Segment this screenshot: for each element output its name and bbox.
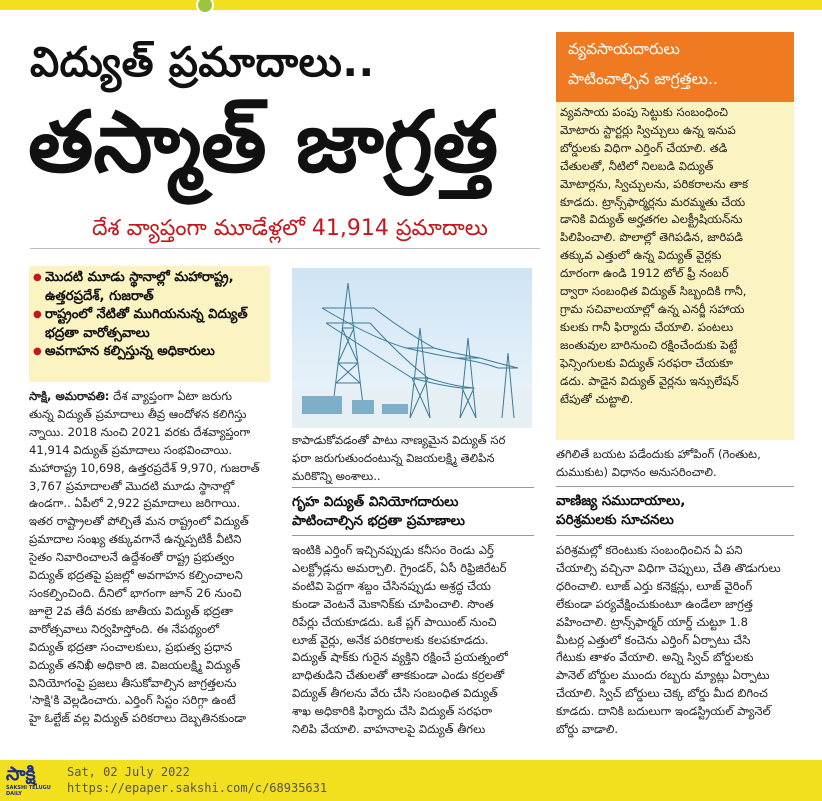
article-line: నిలిపి వేయాలి. వాహనాలపై విద్యుత్ తీగలు	[292, 722, 486, 737]
highlight-item: ● రాష్ట్రంలో నేటితో ముగియనున్న విద్యుత్ భద్రతా వారోత్సవాలు	[33, 306, 266, 343]
highlights-box	[29, 266, 270, 382]
article-line: మరికొన్ని అంశాలు..	[292, 468, 381, 483]
subheadline: దేశ వ్యాప్తంగా మూడేళ్లలో 41,914 ప్రమాదాలు	[92, 216, 488, 241]
article-line: బాధితుడిని చేతులతో తాకకుండా ఎండు కర్రలతో	[292, 668, 505, 683]
article-line: ఫెన్సింగులకు విద్యుత్ సరఫరా చేయకూ	[560, 355, 734, 370]
article-line: లేకుండా పర్యవేక్షించుకుంటూ ఉండేలా జాగ్రత్త	[556, 596, 753, 611]
subheadline-divider	[30, 248, 540, 249]
footer-bar	[0, 760, 822, 801]
section-divider	[292, 487, 534, 488]
article-line: 3,767 ప్రమాదాలతో మొదటి మూడు స్థానాల్లో	[29, 478, 235, 493]
article-line: హై ఓల్టేజ్ వల్ల విద్యుత్ పరికరాలు దెబ్బతినకుండా	[29, 711, 247, 726]
article-line: చేయాల్సి వచ్చినా విధిగా చెప్పులు, చేతి తొడుగులు	[556, 560, 781, 575]
article-line: జంతువుల బారినుంచి రక్షించేందుకు పెట్టే	[560, 337, 738, 352]
article-line: వారోత్సవాలు నిర్వహిస్తోంది. ఈ నేపథ్యంలో	[29, 621, 220, 636]
article-line: తగిలితే బయట పడేందుకు హోపింగ్ (గెంతుట,	[556, 447, 761, 461]
logo-wordmark: సాక్షి	[6, 763, 36, 785]
article-line: గ్రామ సచివాలయాల్లో ఉన్న ఎనర్జీ సహాయ	[560, 301, 745, 316]
top-color-bar	[0, 0, 822, 10]
article-line: కులకు గానీ ఫిర్యాదు చేయాలి. పంటలు	[560, 319, 734, 334]
article-line: బోర్డులకు విధిగా ఎర్తింగ్ చేయాలి. తడి	[560, 140, 728, 155]
article-line: డానికి విద్యుత్ అర్హతగల ఎలక్ట్రీషియన్‌ను	[560, 212, 743, 227]
article-line: మోటార్లను, స్విచ్చులను, పరికరాలను తాక	[560, 176, 749, 191]
headline-main: తస్మాత్ జాగ్రత్త	[28, 93, 499, 191]
article-line: రిపేర్లు చేయకూడదు. ఒకే ప్లగ్ పాయింట్ నుంచి	[292, 614, 497, 629]
article-line: ఇతర రాష్ట్రాలతో పోల్చితే మన రాష్ట్రంలో విద్యుత్	[29, 514, 249, 529]
article-column-1	[29, 388, 271, 728]
top-bar-emblem-icon	[196, 0, 214, 14]
highlight-item: ● మొదటి మూడు స్థానాల్లో మహారాష్ట్ర, ఉత్తరప్రదేశ్, గుజరాత్	[33, 269, 266, 306]
article-line: దుముకుట) విధానం అనుసరించాలి.	[556, 464, 717, 479]
article-line: చేతులతో, నీటిలో నిలబడి విద్యుత్	[560, 158, 714, 173]
commercial-heading: వాణిజ్య సముదాయాలు, పరిశ్రమలకు సూచనలు	[556, 493, 686, 528]
article-line: మోటారు స్టార్టర్లు స్విచ్చులు ఉన్న ఇనుప	[560, 122, 736, 137]
epaper-url[interactable]: https://epaper.sakshi.com/c/68935631	[67, 781, 328, 795]
footer-meta	[67, 764, 327, 796]
article-line: ధరించాలి. లూజ్ ఎర్తు కనెక్షన్లు, లూజ్ వైరింగ్	[556, 578, 753, 593]
article-column-2	[292, 432, 534, 486]
article-line: న్నాయి. 2018 నుంచి 2021 వరకు దేశవ్యాప్తంగా	[29, 424, 251, 439]
article-line: గేటుకు తాళం వేయాలి. అన్ని స్విచ్ బోర్డులకు	[556, 650, 754, 665]
article-line: ద్వారా సంబంధిత విద్యుత్ సిబ్బందికి గానీ,	[560, 284, 747, 299]
article-line: సంకల్పించింది. దీనిలో భాగంగా జూన్ 26 నుంచి	[29, 585, 242, 600]
article-line: సాక్షి, అమరావతి: దేశ వ్యాప్తంగా ఏటా జరుగు	[29, 389, 233, 403]
article-line: 41,914 విద్యుత్ ప్రమాదాలు సంభవించాయి.	[29, 442, 233, 457]
household-heading: గృహ విద్యుత్ వినియోగదారులు పాటించాల్సిన భద్రతా ప్రమాణాలు	[292, 494, 465, 529]
article-line: టేపుతో చుట్టాలి.	[560, 391, 634, 406]
article-line: వినియోగంపై ప్రజలు తీసుకోవాల్సిన జాగ్రత్తలను	[29, 675, 237, 690]
article-line: మహారాష్ట్ర 10,698, ఉత్తరప్రదేశ్ 9,970, గుజరాత్	[29, 460, 260, 475]
sakshi-logo[interactable]	[6, 763, 62, 797]
article-line: విద్యుత్ షాక్‌కు గురైన వ్యక్తిని రక్షించే ప్రయత్నంలో	[292, 650, 508, 665]
article-line: పరిశ్రమల్లో కరెంటుకు సంబంధించిన ఏ పని	[556, 543, 743, 557]
article-line: బోర్డు వాడాలి.	[556, 722, 619, 737]
article-line: మీటర్ల ఎత్తులో కంచెను ఎర్తింగ్ ఏర్పాటు చేసి	[556, 632, 751, 647]
article-line: పిలిపించాలి. పొలాల్లో తెగిపడిన, జారిపడి	[560, 230, 744, 245]
article-line: విద్యుత్ తీగలను వేరు చేసి సంబంధిత విద్యుత్	[292, 686, 498, 701]
dateline: సాక్షి, అమరావతి:	[29, 389, 110, 403]
article-line: కుండా వెంటనే మెకానిక్‌కు చూపించాలి. సొంత	[292, 596, 494, 611]
article-line: విద్యుత్ తనిఖీ అధికారి జి. విజయలక్ష్మి విద్యుత్	[29, 657, 241, 672]
article-line: సైతం నివారించాలనే ఉద్దేశంతో రాష్ట్ర ప్రభుత్వం	[29, 550, 235, 565]
article-line: కూడదు. ట్రాన్స్‌ఫార్మర్లను మరమ్మతు చేయ	[560, 194, 746, 209]
highlight-item: ● అవగాహన కల్పిస్తున్న అధికారులు	[33, 343, 266, 362]
section-divider	[556, 535, 794, 536]
edition-date: Sat, 02 July 2022	[67, 765, 190, 779]
farmers-column	[560, 104, 790, 408]
article-line: డదు. పాడైన విద్యుత్ వైర్లను ఇన్సులేషన్	[560, 373, 739, 388]
article-line: కాపాడుకోవడంతో పాటు నాణ్యమైన విద్యుత్ సర	[292, 433, 506, 447]
article-line: జూలై 2వ తేదీ వరకు జాతీయ విద్యుత్ భద్రతా	[29, 603, 233, 618]
household-column	[292, 542, 534, 739]
commercial-column	[556, 542, 794, 739]
article-line: ఇంటికి ఎర్తింగ్ ఇచ్చినప్పుడు కనీసం రెండు ఎర్త్	[292, 543, 494, 557]
article-line: దూరంగా ఉండి 1912 టోల్ ఫ్రీ నంబర్	[560, 266, 729, 281]
headline-kicker: విద్యుత్ ప్రమాదాలు..	[30, 38, 375, 86]
household-continued	[556, 446, 796, 482]
power-lines-photo	[292, 268, 532, 428]
transmission-tower-icon	[292, 268, 532, 428]
article-line: ప్రమాదాల సంఖ్య తక్కువగానే ఉన్నప్పటికీ వీటిని	[29, 532, 242, 547]
article-line: ఫరా జరుగుతుందంటున్న విజయలక్ష్మి తెలిపిన	[292, 450, 495, 465]
article-line: వహించాలి. ట్రాన్స్‌ఫార్మర్ యార్డ్ చుట్టూ 1.8	[556, 614, 748, 629]
logo-tagline: SAKSHI TELUGU DAILY	[6, 785, 51, 797]
article-line: విద్యుత్ భద్రతా సంచాలకులు, ప్రభుత్వ ప్రధాన	[29, 639, 233, 654]
section-divider	[556, 486, 794, 487]
article-line: తక్కువ ఎత్తులో ఉన్న విద్యుత్ వైర్లకు	[560, 248, 722, 263]
article-line: లూజ్ వైర్లు, అనేక పరికరాలకు కలపకూడదు.	[292, 632, 489, 647]
article-line: పానెల్ బోర్డుల ముందు రబ్బరు మ్యాట్లు ఏర్పాటు	[556, 668, 770, 683]
article-line: వ్యవసాయ పంపు సెట్టుకు సంబంధించి	[560, 105, 728, 119]
article-line: కూడదు. దానికి బదులుగా ఇండస్ట్రియల్ ప్యానెల్	[556, 704, 771, 719]
article-line: శాఖ అధికారికి ఫిర్యాదు చేసి విద్యుత్ సరఫరా	[292, 704, 493, 719]
section-divider	[292, 535, 534, 536]
article-line: విద్యుత్ భద్రతపై ప్రజల్లో అవగాహన కల్పించాలని	[29, 568, 243, 583]
farmers-heading: వ్యవసాయదారులు పాటించాల్సిన జాగ్రత్తలు..	[556, 32, 794, 104]
article-line: చేయాలి. స్విచ్ బోర్డులు చెక్క బోర్డు మీద బిగించ	[556, 686, 768, 701]
article-line: తున్న విద్యుత్ ప్రమాదాలు తీవ్ర ఆందోళన కలిగిస్తు	[29, 406, 247, 421]
article-line: వంటివి పెద్దగా శబ్దం చేసినప్పుడు అశ్రద్ధ చేయ	[292, 578, 491, 593]
article-line: ఎలక్ట్రోడ్లను అమర్చాలి. గ్రైండర్, ఏసీ రిఫ్రిజిరేటర్	[292, 560, 507, 575]
article-line: 'సాక్షి'కి వెల్లడించారు. ఎర్తింగ్ సిస్టం సరిగ్గా ఉంటే	[29, 693, 236, 708]
article-line: ఉండగా.. ఏపీలో 2,922 ప్రమాదాలు జరిగాయి.	[29, 496, 241, 511]
